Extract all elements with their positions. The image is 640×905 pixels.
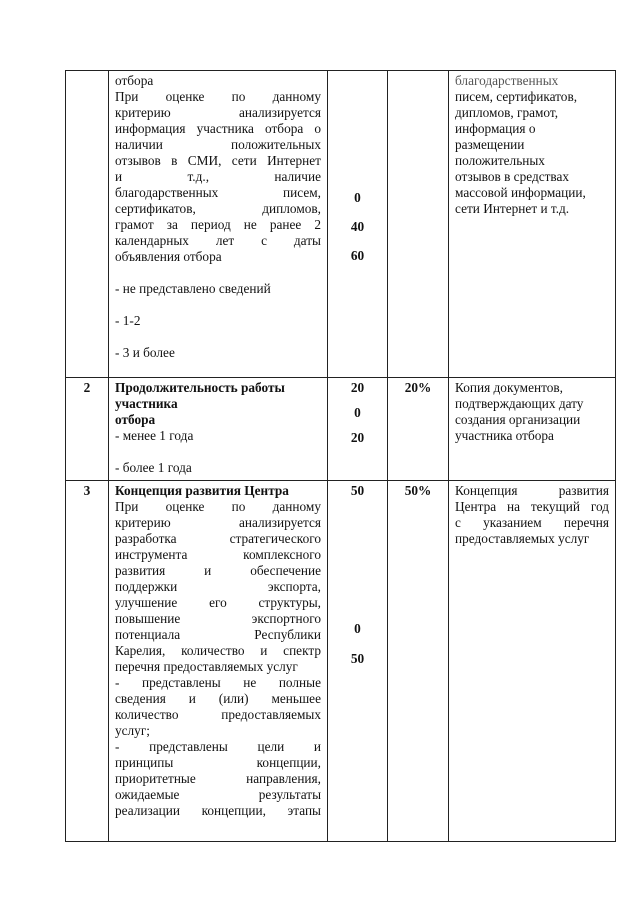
doc-line: отзывов в средствах	[455, 169, 570, 184]
points-value: 20	[350, 430, 365, 445]
points-cell	[328, 481, 388, 842]
points-value: 0	[354, 621, 361, 636]
doc-line: с указанием перечня	[455, 515, 609, 530]
doc-line: подтверждающих дату	[455, 396, 584, 411]
option-line: - менее 1 года	[115, 428, 194, 443]
doc-line: Центра на текущий год	[455, 499, 609, 514]
criterion-line: календарных лет с даты	[115, 233, 321, 248]
criterion-line: услуг;	[115, 723, 150, 738]
table-row	[66, 481, 616, 842]
points-value: 0	[354, 405, 361, 420]
points-total: 50	[350, 483, 365, 498]
criterion-line: При оценке по данному	[115, 89, 321, 104]
weight-cell: 20%	[388, 378, 449, 481]
criterion-line: сертификатов, дипломов,	[115, 201, 321, 216]
criterion-title: участника	[115, 396, 178, 411]
criterion-line: перечня предоставляемых услуг	[115, 659, 298, 674]
criterion-line: разработка стратегического	[115, 531, 321, 546]
points-value: 0	[354, 190, 361, 205]
criterion-line: отзывов в СМИ, сети Интернет	[115, 153, 321, 168]
criterion-line: поддержки экспорта,	[115, 579, 321, 594]
points-cell	[328, 378, 388, 481]
criterion-cell	[109, 71, 328, 378]
doc-line: писем, сертификатов,	[455, 89, 578, 104]
row-number	[66, 71, 109, 378]
option-line: - 1-2	[115, 313, 141, 328]
criterion-line: наличии положительных	[115, 137, 321, 152]
doc-line: сети Интернет и т.д.	[455, 201, 570, 216]
doc-line: предоставляемых услуг	[455, 531, 590, 546]
criterion-line: улучшение его структуры,	[115, 595, 321, 610]
criterion-line: Карелия, количество и спектр	[115, 643, 321, 658]
documents-cell	[449, 71, 616, 378]
option-line: - 3 и более	[115, 345, 175, 360]
criterion-line: повышение экспортного	[115, 611, 321, 626]
doc-line: Концепция развития	[455, 483, 609, 498]
points-value: 50	[350, 651, 365, 666]
criteria-table	[65, 70, 616, 842]
criterion-line: развития и обеспечение	[115, 563, 321, 578]
weight-cell	[388, 71, 449, 378]
doc-line: массовой информации,	[455, 185, 586, 200]
criterion-line: грамот за период не ранее 2	[115, 217, 321, 232]
criterion-line: информация участника отбора о	[115, 121, 321, 136]
points-value: 60	[350, 248, 365, 263]
option-line: - более 1 года	[115, 460, 192, 475]
criterion-line: принципы концепции,	[115, 755, 321, 770]
criterion-line: - представлены не полные	[115, 675, 321, 690]
table-row	[66, 378, 616, 481]
criterion-line: реализации концепции, этапы	[115, 803, 321, 818]
criterion-line: объявления отбора	[115, 249, 222, 264]
criterion-line: - представлены цели и	[115, 739, 321, 754]
documents-cell	[449, 481, 616, 842]
doc-line: благодарственных	[455, 73, 559, 88]
points-total: 20	[350, 380, 365, 395]
criterion-cell	[109, 378, 328, 481]
criterion-title: Концепция развития Центра	[115, 483, 289, 498]
points-value: 40	[350, 219, 365, 234]
doc-line: создания организации	[455, 412, 581, 427]
criterion-title: Продолжительность работы	[115, 380, 285, 395]
doc-line: участника отбора	[455, 428, 554, 443]
criterion-line: и т.д., наличие	[115, 169, 321, 184]
doc-line: Копия документов,	[455, 380, 564, 395]
criterion-line: приоритетные направления,	[115, 771, 321, 786]
doc-line: дипломов, грамот,	[455, 105, 559, 120]
row-number: 2	[66, 378, 109, 481]
option-line: - не представлено сведений	[115, 281, 271, 296]
doc-line: информация о	[455, 121, 536, 136]
criterion-line: инструмента комплексного	[115, 547, 321, 562]
table-row	[66, 71, 616, 378]
doc-line: размещении	[455, 137, 525, 152]
criterion-cell	[109, 481, 328, 842]
doc-line: положительных	[455, 153, 545, 168]
criterion-line: количество предоставляемых	[115, 707, 321, 722]
points-cell	[328, 71, 388, 378]
criterion-line: ожидаемые результаты	[115, 787, 321, 802]
row-number: 3	[66, 481, 109, 842]
criterion-line: потенциала Республики	[115, 627, 321, 642]
criterion-line: критерию анализируется	[115, 105, 321, 120]
criterion-line: сведения и (или) меньшее	[115, 691, 321, 706]
criterion-line: При оценке по данному	[115, 499, 321, 514]
criterion-line: отбора	[115, 73, 154, 88]
criterion-title: отбора	[115, 412, 156, 427]
criterion-line: благодарственных писем,	[115, 185, 321, 200]
criterion-line: критерию анализируется	[115, 515, 321, 530]
weight-cell: 50%	[388, 481, 449, 842]
documents-cell	[449, 378, 616, 481]
